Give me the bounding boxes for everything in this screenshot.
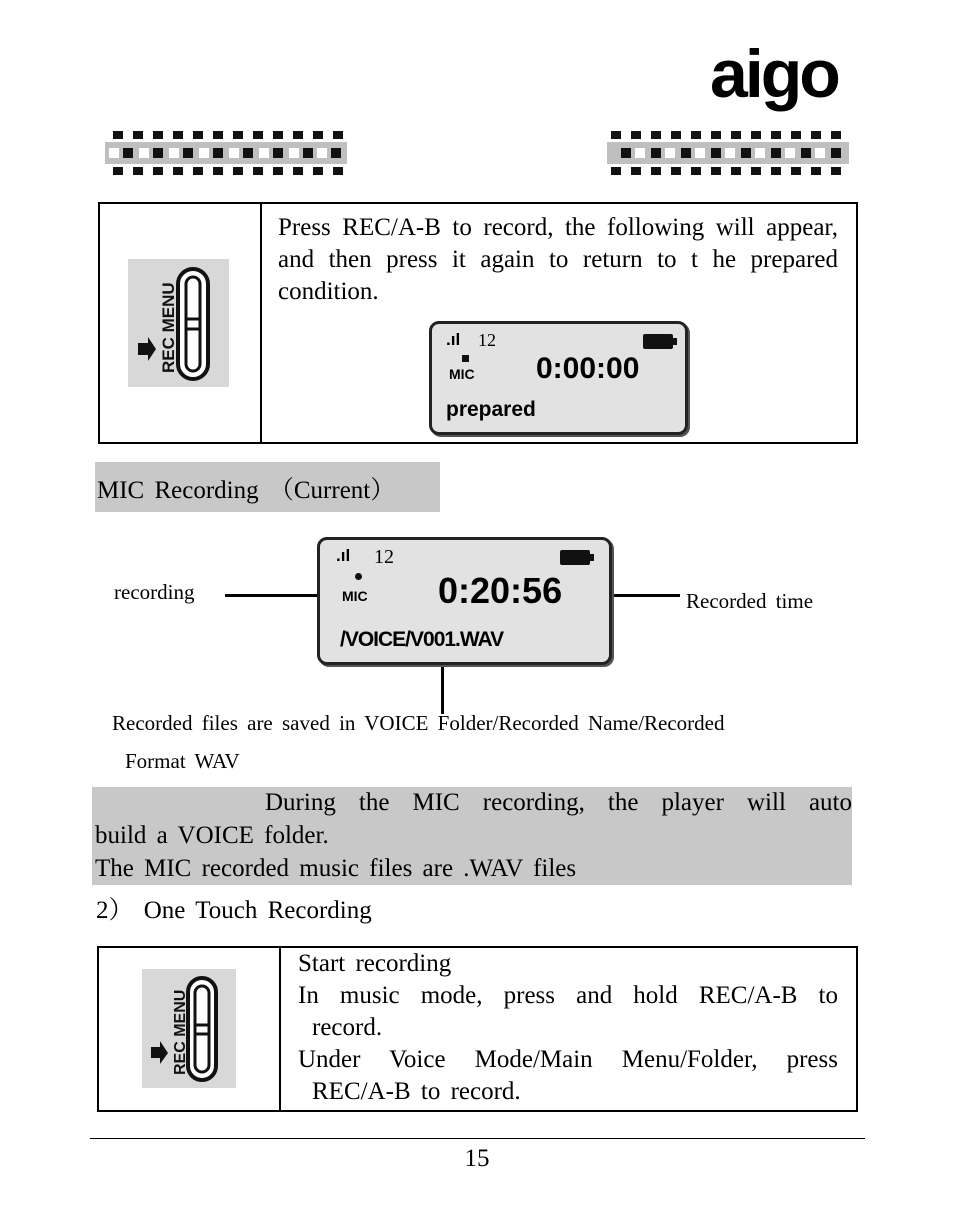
battery-icon — [560, 550, 590, 565]
recording-pointer-line — [225, 594, 320, 597]
checker-band-left — [105, 128, 347, 178]
checker-band-right — [607, 128, 849, 178]
caption-line-1: Recorded files are saved in VOICE Folder/Recorded Name/Recorded — [112, 711, 725, 735]
rec-menu-button-icon — [128, 259, 229, 387]
footer-rule — [90, 1138, 865, 1139]
svg-text:REC MENU: REC MENU — [172, 989, 189, 1075]
page-number: 15 — [464, 1145, 490, 1172]
note-line-1: During the MIC recording, the player will auto — [265, 789, 852, 816]
lcd-time: 0:00:00 — [536, 352, 640, 385]
lcd-prepared — [429, 321, 688, 435]
lcd-recording — [317, 537, 612, 665]
folder-pointer-line — [441, 664, 444, 714]
recorded-time-label: Recorded time — [686, 589, 814, 613]
section2-line-4: Under Voice Mode/Main Menu/Folder, press — [298, 1046, 838, 1073]
note-line-2: build a VOICE folder. — [95, 822, 329, 849]
section2-line-5: REC/A-B to record. — [312, 1078, 521, 1105]
lcd-status: prepared — [446, 398, 536, 421]
battery-icon — [643, 334, 673, 349]
section2-line-1: Start recording — [298, 950, 452, 977]
note-line-3: The MIC recorded music files are .WAV files — [95, 855, 577, 882]
lcd-time: 0:20:56 — [438, 570, 563, 611]
one-touch-heading: 2） One Touch Recording — [96, 897, 372, 924]
signal-icon: .ıl — [446, 330, 461, 349]
section2-line-2: In music mode, press and hold REC/A-B to — [298, 982, 838, 1009]
recording-label: recording — [114, 580, 195, 604]
rec-menu-button-icon-2 — [142, 969, 236, 1088]
aigo-logo: aigo — [710, 36, 838, 112]
lcd-mic-label: MIC — [342, 588, 368, 604]
signal-icon: .ıl — [336, 546, 351, 565]
record-indicator-icon — [355, 573, 362, 580]
lcd-mic-label: MIC — [449, 366, 475, 382]
section2-line-3: record. — [312, 1014, 383, 1041]
lcd-file-path: /VOICE/V001.WAV — [340, 628, 504, 651]
lcd-signal-level: 12 — [374, 546, 394, 568]
svg-text:REC MENU: REC MENU — [159, 282, 178, 373]
section1-text: Press REC/A-B to record, the following will appear, and then press it again to return to t he prepared condition. — [278, 214, 838, 305]
mic-recording-heading-bar — [95, 462, 440, 512]
lcd-signal-level: 12 — [478, 330, 496, 350]
stop-indicator-icon — [462, 355, 469, 362]
caption-line-2: Format WAV — [125, 749, 240, 773]
mic-recording-heading: MIC Recording （Current） — [97, 477, 396, 504]
